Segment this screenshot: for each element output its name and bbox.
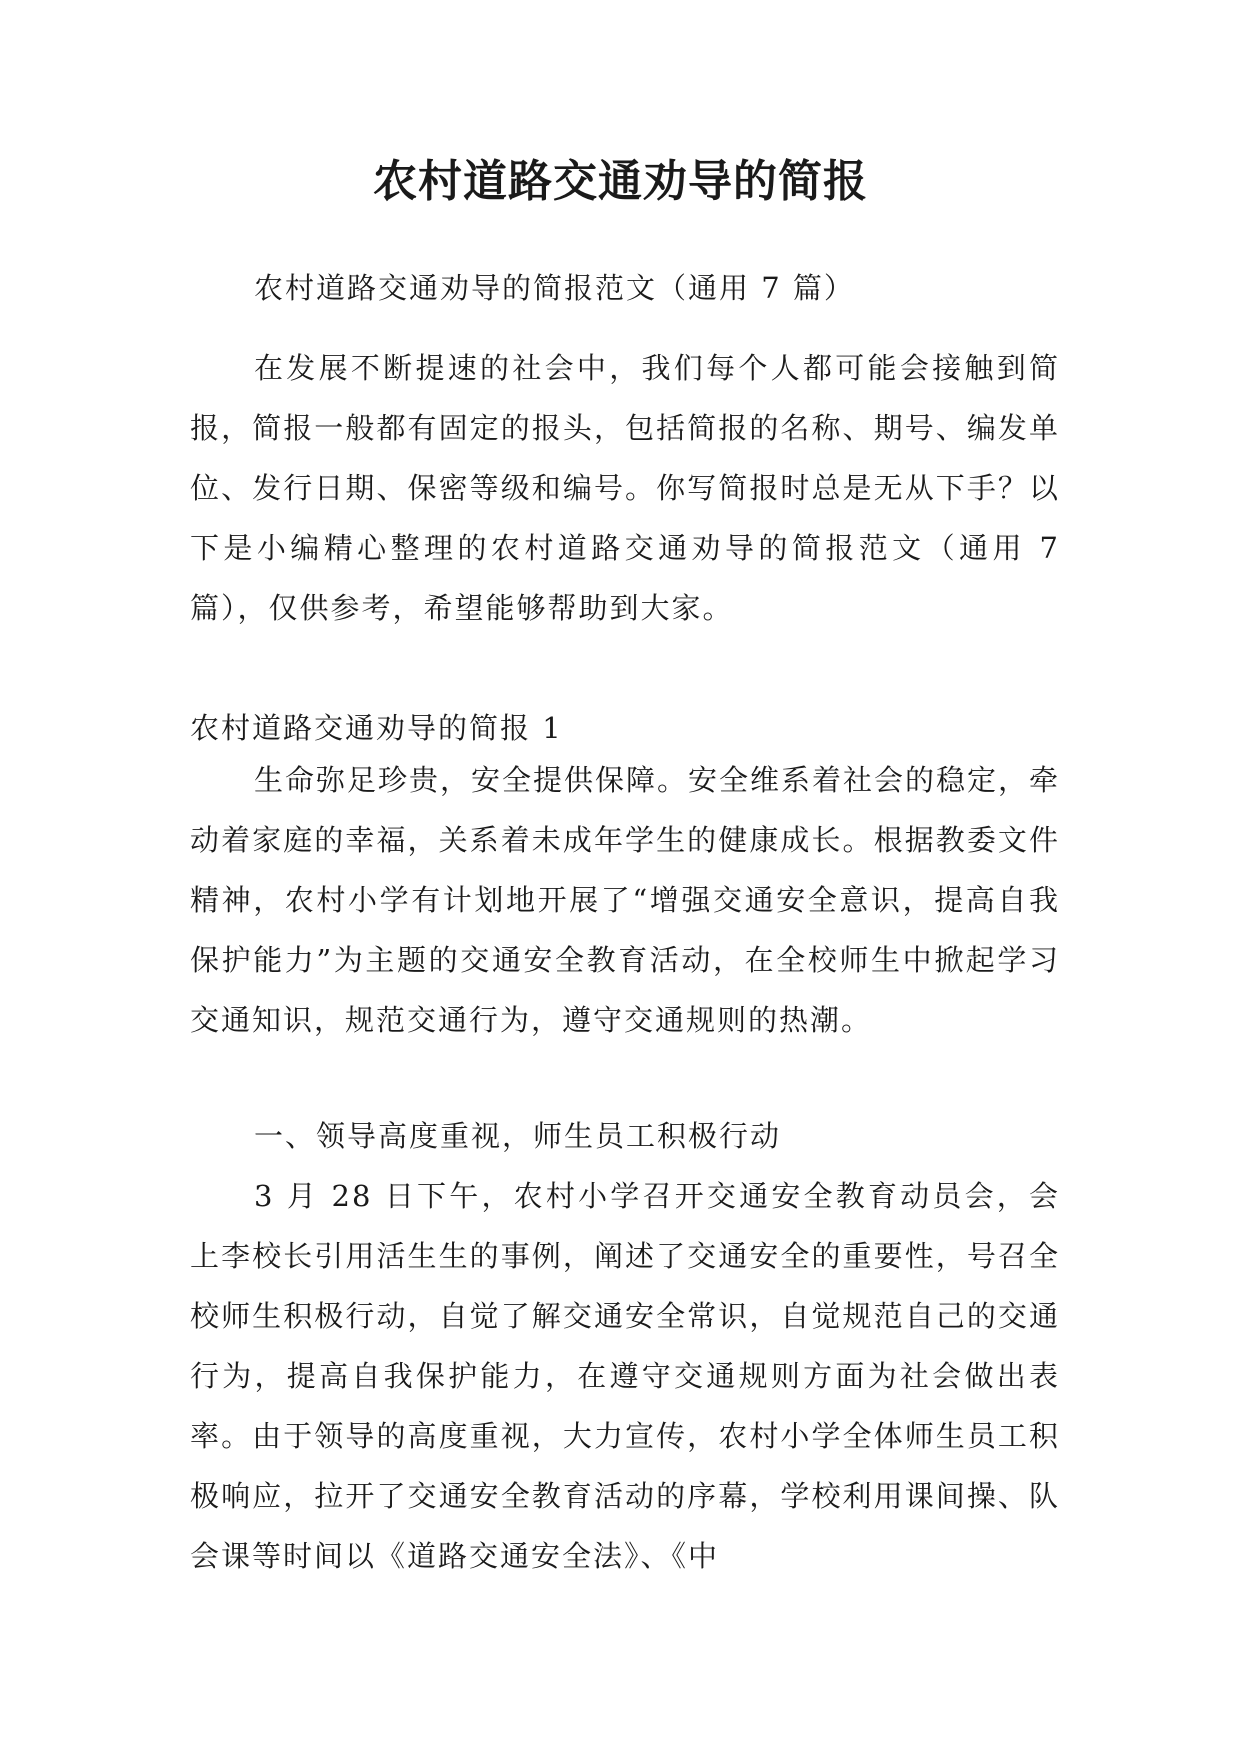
subheading: 一、领导高度重视，师生员工积极行动 (254, 1119, 782, 1153)
body-paragraph-2: 3 月 28 日下午，农村小学召开交通安全教育动员会，会上李校长引用活生生的事例，阐述了交通安全的重要性，号召全校师生积极行动，自觉了解交通安全常识，自觉规范自己的交通行为，提高自我保护能力，在遵守交通规则方面为社会做出表率。由于领导的高度重视，大力宣传，农村小学全体师生员工积极响应，拉开了交通安全教育活动的序幕，学校利用课间操、队会课等时间以《道路交通安全法》、《中 (190, 1179, 1060, 1573)
section-heading: 农村道路交通劝导的简报 1 (190, 711, 563, 745)
body-paragraph-1: 生命弥足珍贵，安全提供保障。安全维系着社会的稳定，牵动着家庭的幸福，关系着未成年学生的健康成长。根据教委文件精神，农村小学有计划地开展了“增强交通安全意识，提高自我保护能力”为主题的交通安全教育活动，在全校师生中掀起学习交通知识，规范交通行为，遵守交通规则的热潮。 (190, 763, 1061, 1037)
document-title: 农村道路交通劝导的简报 (373, 156, 868, 207)
document-subtitle: 农村道路交通劝导的简报范文（通用 7 篇） (254, 271, 855, 305)
intro-paragraph: 在发展不断提速的社会中，我们每个人都可能会接触到简报，简报一般都有固定的报头，包括简报的名称、期号、编发单位、发行日期、保密等级和编号。你写简报时总是无从下手？以下是小编精心整理的农村道路交通劝导的简报范文（通用 7 篇），仅供参考，希望能够帮助到大家。 (190, 351, 1060, 625)
